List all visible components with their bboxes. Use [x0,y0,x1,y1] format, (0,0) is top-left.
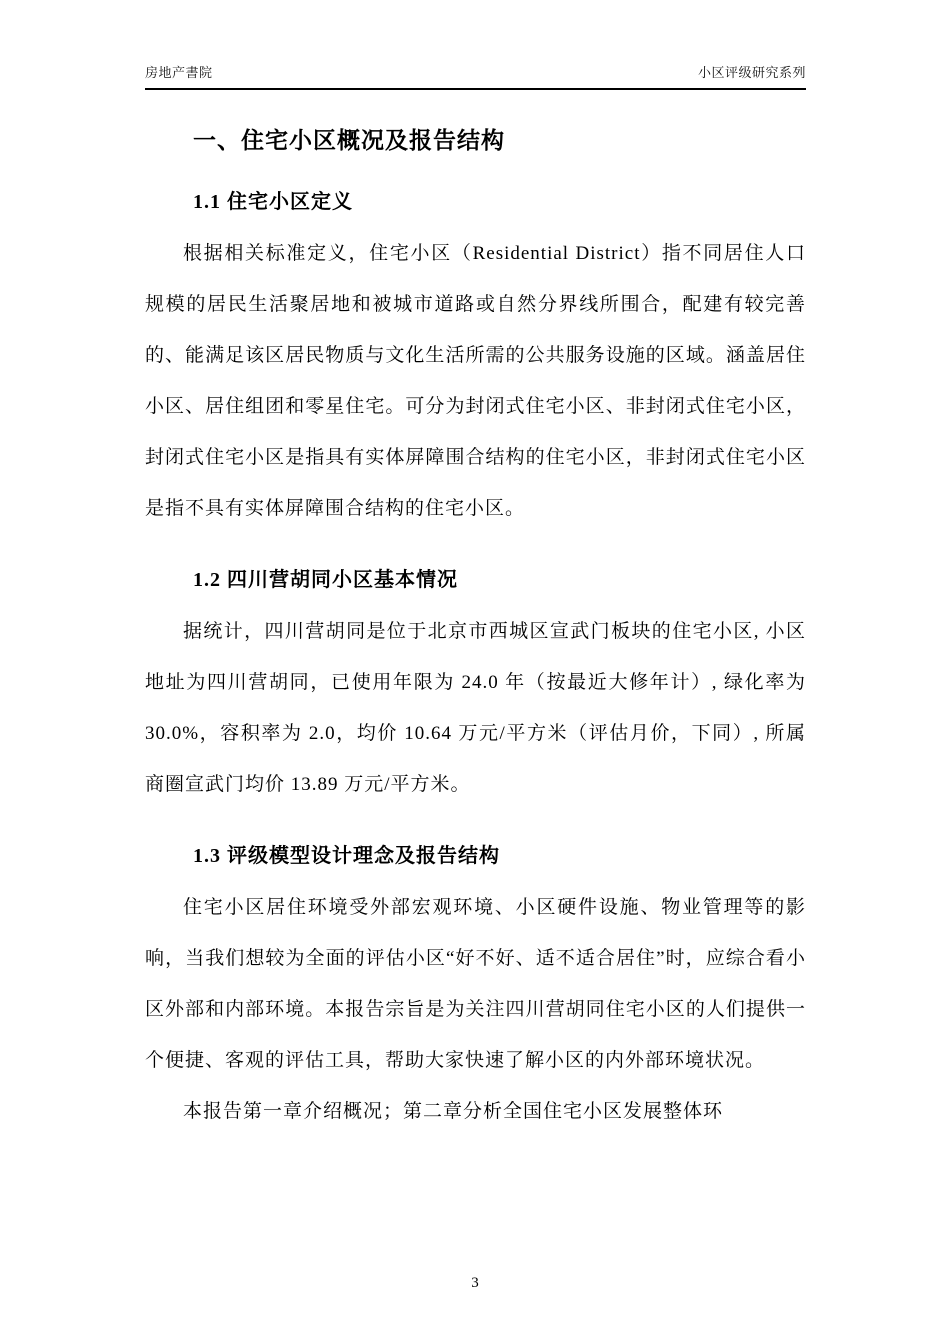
page-footer [0,1275,950,1292]
paragraph-definition: 根据相关标准定义，住宅小区（Residential District）指不同居住人口规模的居民生活聚居地和被城市道路或自然分界线所围合，配建有较完善的、能满足该区居民物质与文化生活所需的公共服务设施的区域。涵盖居住小区、居住组团和零星住宅。可分为封闭式住宅小区、非封闭式住宅小区，封闭式住宅小区是指具有实体屏障围合结构的住宅小区，非封闭式住宅小区是指不具有实体屏障围合结构的住宅小区。 [145,243,806,519]
paragraph-model-concept: 住宅小区居住环境受外部宏观环境、小区硬件设施、物业管理等的影响，当我们想较为全面的评估小区“好不好、适不适合居住”时，应综合看小区外部和内部环境。本报告宗旨是为关注四川营胡同住宅小区的人们提供一个便捷、客观的评估工具，帮助大家快速了解小区的内外部环境状况。 [145,897,806,1071]
page-number: 3 [471,1275,479,1291]
section-heading-1-3: 1.3 评级模型设计理念及报告结构 [193,845,500,867]
header-right-text: 小区评级研究系列 [697,65,806,80]
section-heading-1-2: 1.2 四川营胡同小区基本情况 [193,569,458,591]
header-left-text: 房地产書院 [145,65,213,80]
paragraph-report-structure: 本报告第一章介绍概况；第二章分析全国住宅小区发展整体环 [183,1101,724,1122]
chapter-title: 一、住宅小区概况及报告结构 [193,128,505,153]
document-header [145,62,806,81]
paragraph-basic-info: 据统计，四川营胡同是位于北京市西城区宣武门板块的住宅小区, 小区地址为四川营胡同，已使用年限为 24.0 年（按最近大修年计）, 绿化率为 30.0%，容积率为 2.0，均价 10.64 万元/平方米（评估月价，下同）, 所属商圈宣武门均价 13.89 万元/平方米。 [145,621,806,795]
section-heading-1-1: 1.1 住宅小区定义 [193,191,353,213]
document-body [145,90,806,1137]
